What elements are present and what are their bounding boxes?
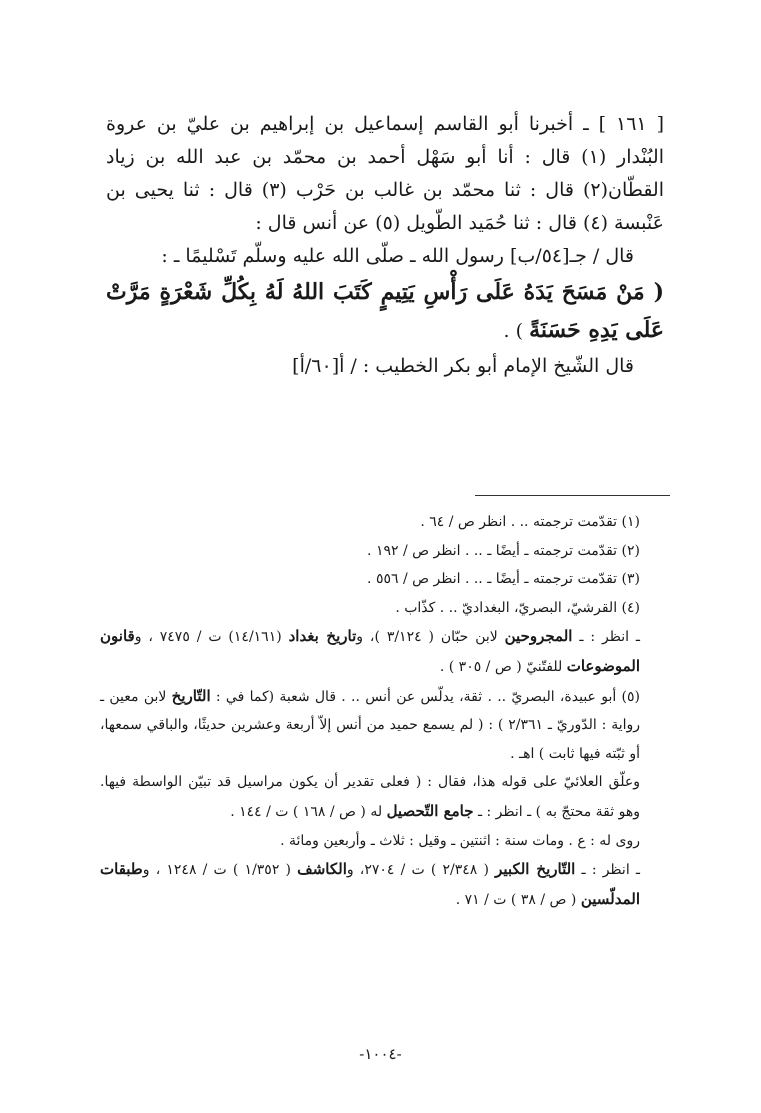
page-number: -١٠٠٤- [359, 1045, 402, 1063]
ref-text: (١٤/١٦١) ت / ٧٤٧٥ ، و [134, 629, 289, 646]
book-title: التّاريخ [171, 686, 211, 705]
book-title: الكاشف [297, 860, 347, 879]
hadith-matn: ( مَنْ مَسَحَ يَدَهُ عَلَى رَأْسِ يَتِيمٍ كَتَبَ اللهُ لَهُ بِكُلِّ شَعْرَةٍ مَرَّتْ عَلَى يَدِهِ حَسَنَةً [106, 279, 664, 343]
footnotes [100, 508, 670, 914]
note-text: (٥) أبو عبيدة، البصريّ .. . ثقة، يدلّس عن أنس .. . قال شعبة (كما في : [210, 688, 640, 705]
sheikh-statement: قال الشّيخ الإمام أبو بكر الخطيب : / أ[٦٠/أ] [292, 355, 634, 377]
footnote-4: (٤) القرشيّ، البصريّ، البغداديّ .. . كذّاب . [395, 599, 640, 616]
book-title: طبقات المدلّسين [100, 860, 640, 908]
ref-text: لابن حبّان ( ٣/١٢٤ )، و [356, 629, 505, 646]
note-text: لابن معين ـ رواية : الدّوريّ ـ ٢/٣٦١ ) : ( لم يسمع حميد من أنس إلاّ أربعة وعشرين حديثًا، والباقي سمعها، أو ثبّته فيها ثابت ) اهـ . [100, 688, 641, 762]
ref-text: ( ص / ٣٨ ) ت / ٧١ . [455, 891, 581, 908]
main-text [106, 108, 664, 383]
footnote-divider [475, 495, 670, 496]
footnote-2: (٢) تقدّمت ترجمته ـ أيضًا ـ .. . انظر ص / ١٩٢ . [367, 542, 640, 559]
note-text: وعلّق العلائيّ على قوله هذا، فقال : ( فعلى تقدير أن يكون مراسيل قد تبيّن الواسطة فيها. وهو ثقة محتجّ به ) ـ انظر : ـ [100, 774, 640, 820]
hadith-isnad-paragraph: [ ١٦١ ] ـ أخبرنا أبو القاسم إسماعيل بن إبراهيم بن عليّ بن عروة البُنْدار (١) قال : أنا أبو سَهْل أحمد بن محمّد بن عبد الله بن زياد القطّان(٢) قال : ثنا محمّد بن غالب بن حَرْب (٣) قال : ثنا يحيى بن عَنْبسة (٤) قال : ثنا حُمَيد الطّويل (٥) عن أنس قال : [106, 113, 665, 234]
ref-text: للفتّنيّ ( ص / ٣٠٥ ) . [439, 658, 567, 675]
book-title: التّاريخ الكبير [495, 860, 576, 879]
footnote-5-death: روى له : ع . ومات سنة : اثنتين ـ وقيل : ثلاث ـ وأربعين ومائة . [280, 832, 640, 849]
ref-text: ( ١/٣٥٢ ) ت / ١٢٤٨ ، و [142, 862, 298, 879]
footnote-5 [100, 682, 670, 769]
footnote-5-alai [100, 768, 670, 826]
ref-prefix: ـ انظر : ـ [572, 629, 640, 646]
footnote-4-refs [100, 622, 670, 681]
hadith-close: ) . [503, 320, 530, 342]
ref-prefix: ـ انظر : ـ [575, 862, 640, 879]
note-text: له ( ص / ١٦٨ ) ت / ١٤٤ . [230, 803, 387, 820]
ref-text: ( ٢/٣٤٨ ) ت / ٢٧٠٤، و [346, 862, 496, 879]
book-title: قانون الموضوعات [100, 627, 640, 675]
book-title: جامع التّحصيل [386, 801, 474, 820]
book-title: تاريخ بغداد [288, 627, 357, 646]
prophet-saying-intro: قال / جـ[٥٤/ب] رسول الله ـ صلّى الله عليه وسلّم تَسْليمًا ـ : [161, 245, 634, 267]
footnote-1: (١) تقدّمت ترجمته .. . انظر ص / ٦٤ . [420, 514, 640, 530]
book-title: المجروحين [504, 627, 573, 646]
hadith-text [106, 273, 664, 350]
footnote-5-refs [100, 855, 670, 914]
footnote-3: (٣) تقدّمت ترجمته ـ أيضًا ـ .. . انظر ص / ٥٥٦ . [367, 571, 640, 588]
